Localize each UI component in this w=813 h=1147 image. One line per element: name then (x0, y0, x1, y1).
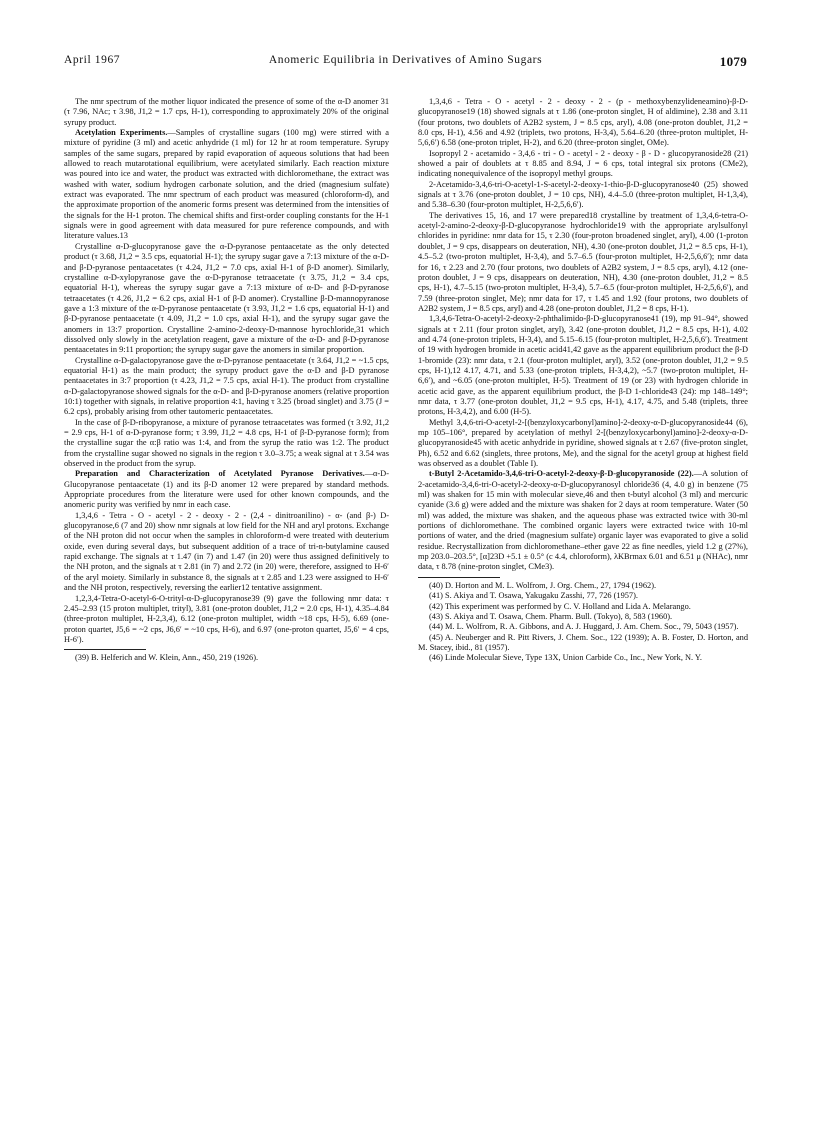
paragraph: The nmr spectrum of the mother liquor indicated the presence of some of the α-D anomer 31 (τ 7.96, NAc; τ 3.98, J1,2 = 1.7 cps, H-1), corresponding to approximately 20% of the original syrupy product. (64, 97, 389, 127)
section-heading: t-Butyl 2-Acetamido-3,4,6-tri-O-acetyl-2-deoxy-β-D-glucopyranoside (22). (429, 469, 694, 479)
preparation-section (64, 469, 389, 510)
section-heading: Acetylation Experiments. (75, 128, 168, 138)
paragraph: 1,3,4,6-Tetra-O-acetyl-2-deoxy-2-phthalimido-β-D-glucopyranose41 (19), mp 91–94°, showed signals at τ 2.11 (four proton singlet, aryl), 3.42 (one-proton doublet, J1,2 = 8.5 cps, H-1), 4.02 and 4.74 (one-proton triplets, H-3,4), and 5.15–6.15 (four-proton multiplet, H-2,5,6,6′). Treatment of 19 with hydrogen bromide in acetic acid41,42 gave as the apparent equilibrium product the β-D 1-bromide (23): nmr data, τ 2.1 (four-proton multiplet, aryl), 3.52 (one-proton doublet, J1,2 = 9.5 cps, H-1),12 4.17, 4.71, and 5.33 (one-proton triplets, H-3,4,2), ~5.7 (two-proton multiplet, H-6,6′), and ~6.05 (one-proton multiplet, H-5). Treatment of 19 (or 23) with hydrogen chloride in acetic acid gave, as the apparent equilibrium product, the β-D 1-chloride43 (24): mp 148–149°; nmr data, τ 3.77 (one-proton doublet, J1,2 = 9.5 cps, H-1), 4.17, 4.75, and 5.48 (triplets, three protons, H-3,4,2), and 6.00 (H-5). (418, 314, 748, 417)
acetylation-section (64, 128, 389, 242)
footnote-rule (418, 577, 500, 578)
paragraph: Crystalline α-D-galactopyranose gave the α-D-pyranose pentaacetate (τ 3.64, J1,2 = ~1.5 cps, equatorial H-1) as the main product; the syrupy product gave the α-D and β-D pyranose pentaacetates in 3:7 proportion (τ 4.23, J1,2 = 7.5 cps, axial H-1). The product from crystalline α-D-galactopyranose showed signals for the α-D- and β-D-pyranose anomers (relative proportion 10:1) together with signals, in relative proportion 4:1, having τ 3.25 (broad singlet) and 3.75 (J = 6.2 cps), probably arising from other tautomeric pentaacetates. (64, 355, 389, 417)
paragraph: Isopropyl 2 - acetamido - 3,4,6 - tri - O - acetyl - 2 - deoxy - β - D - glucopyranoside28 (21) showed a pair of doublets at τ 8.85 and 8.94, J = 6 cps, total integral six protons (CMe2), indicating nonequivalence of the isopropyl methyl groups. (418, 148, 748, 179)
page-number: 1079 (719, 54, 747, 69)
footnote: (45) A. Neuberger and R. Pitt Rivers, J. Chem. Soc., 122 (1939); A. B. Foster, D. Horton, and M. Stacey, ibid., 81 (1957). (418, 632, 748, 652)
section-text: —α-D-Glucopyranose pentaacetate (1) and its β-D anomer 12 were prepared by standard methods. Appropriate procedures from the literature were used for other known compounds, and the anomeric purity was verified by nmr in each case. (64, 469, 389, 510)
footnote: (39) B. Helferich and W. Klein, Ann., 450, 219 (1926). (75, 653, 259, 663)
paragraph: 1,2,3,4-Tetra-O-acetyl-6-O-trityl-α-D-glucopyranose39 (9) gave the following nmr data: τ 2.45–2.93 (15 proton multiplet, trityl), 3.81 (one-proton doublet, J1,2 = 2.0 cps, H-1), 4.35–4.84 (three-proton multiplet, H-2,3,4), 6.12 (one-proton multiplet, width ~18 cps, H-5), 6.69 (one-proton quartet, J5,6 = ~2 cps, J6,6′ = ~10 cps, H-6), and 6.97 (one-proton quartet, J5,6′ = 4 cps, H-6′). (64, 593, 389, 644)
paragraph: Crystalline α-D-glucopyranose gave the α-D-pyranose pentaacetate as the only detected product (τ 3.68, J1,2 = 3.5 cps, equatorial H-1); the syrupy sugar gave a 7:13 mixture of the α-D- and β-D-pyranose pentaacetates (τ 4.24, J1,2 = 7.0 cps, axial H-1 of β-D anomer). Similarly, crystalline α-D-xylopyranose gave the α-D-pyranose tetraacetate (τ 3.75, J1,2 = 3.4 cps, equatorial H-1), whereas the syrupy sugar gave a 7:13 mixture of α-D- and β-D-pyranose tetraacetates (τ 4.26, J1,2 = 6.2 cps, axial H-1 of β-D anomer). Crystalline β-D-mannopyranose gave a 1:3 mixture of the α-D-pyranose pentaacetate (τ 3.93, J1,2 = 1.6 cps, equatorial H-1) and β-D-pyranose pentaacetate (τ 4.09, J1,2 = 1.0 cps, axial H-1), and the syrupy sugar gave the anomers in 13:7 proportion. Crystalline 2-amino-2-deoxy-D-mannose hyrochloride,31 which dissolved only slowly in the acetylation reagent, gave a mixture of the α-D- and β-D-pyranose pentaacetates in 9:11 proportion; the syrupy sugar gave the anomers in similar proportion. (64, 241, 389, 355)
header-date: April 1967 (64, 54, 121, 66)
footnote-rule (64, 649, 146, 650)
footnote: (43) S. Akiya and T. Osawa, Chem. Pharm. Bull. (Tokyo), 8, 583 (1960). (429, 611, 673, 621)
footnote: (41) S. Akiya and T. Osawa, Yakugaku Zasshi, 77, 726 (1957). (429, 591, 638, 601)
paragraph: The derivatives 15, 16, and 17 were prepared18 crystalline by treatment of 1,3,4,6-tetra-O-acetyl-2-amino-2-deoxy-β-D-glucopyranose hydrochloride19 with the appropriate arylsulfonyl chlorides in pyridine: nmr data for 15, τ 2.30 (four-proton broadened singlet, aryl), 4.00 (1-proton doublet, J = 9 cps, disappears on deuteration, NH), 4.30 (one-proton doublet, J1,2 = 8.5 cps, H-1), 4.5–5.2 (two-proton multiplet, H-3,4), and 5.7–6.5 (four-proton multiplet, H-2,5,6,6′); nmr data for 16, τ 2.23 and 2.70 (four protons, two doublets of A2B2 system, J = 8.5 cps, aryl), 4.12 (one-proton doublet, J = 9 cps, disappears on deuteration, NH), 4.30 (one-proton doublet, J1,2 = 8.5 cps, H-1), 4.7–5.15 (two-proton multiplet, H-3,4), 5.7–6.5 (four-proton multiplet, H-2,5,6,6′), and 7.59 (three-proton singlet, Me); nmr data for 17, τ 1.45 and 1.92 (four protons, two doublets of A2B2 system, J = 8.5 cps, aryl) and 4.28 (one-proton doublet, J1,2 = 8 cps, H-1). (418, 210, 748, 313)
paragraph: Methyl 3,4,6-tri-O-acetyl-2-[(benzyloxycarbonyl)amino]-2-deoxy-α-D-glucopyranoside44 (6), mp 105–106°, prepared by acetylation of methyl 2-[(benzyloxycarbonyl)amino]-2-deoxy-α-D-glucopyranoside45 with acetic anhydride in pyridine, showed signals at τ 2.67 (five-proton singlet, Ph), 6.52 and 6.62 (singlets, three protons, Me), and the signal for the acetyl group at highest field was observed as a doublet (Table I). (418, 417, 748, 469)
header-title: Anomeric Equilibria in Derivatives of Amino Sugars (268, 54, 543, 66)
footnote: (46) Linde Molecular Sieve, Type 13X, Union Carbide Co., Inc., New York, N. Y. (429, 653, 702, 663)
tbutyl-section (418, 469, 748, 572)
paragraph: 2-Acetamido-3,4,6-tri-O-acetyl-1-S-acetyl-2-deoxy-1-thio-β-D-glucopyranose40 (25) showed signals at τ 3.76 (one-proton doublet, J = 10 cps, NH), 4.4–5.0 (three-proton multiplet, H-1,3,4), and 5.38–6.30 (four-proton multiplet, H-2,5,6,6′). (418, 179, 748, 210)
paragraph: 1,3,4,6 - Tetra - O - acetyl - 2 - deoxy - 2 - (p - methoxybenzylideneamino)-β-D-glucopyranose19 (18) showed signals at τ 1.86 (one-proton singlet, H of aldimine), 2.38 and 3.11 (four protons, two doublets of A2B2 system, J = 8.5 cps, aryl), 4.08 (one-proton doublet, J1,2 = 8.0 cps, H-1), 4.56 and 4.92 (triplets, two protons, H-3,4), 5.64–6.20 (three-proton multiplet, H-5,6,6′) 6.58 (one-proton triplet, H-2), and 6.20 (three-proton singlet, OMe). (418, 97, 748, 148)
paragraph: In the case of β-D-ribopyranose, a mixture of pyranose tetraacetates was formed (τ 3.92, J1,2 = 2.9 cps, H-1 of α-D-pyranose form; τ 3.99, J1,2 = 4.8 cps, H-1 of β-D-pyranose form); from the crystalline sugar the α:β ratio was 1:4, and from the syrup the ratio was 1:2. The product from the crystalline sugar showed no signals in the region τ 3.0–3.75; a weak signal at τ 3.54 was observed in the product from the syrup. (64, 417, 389, 469)
footnote: (44) M. L. Wolfrom, R. A. Gibbons, and A. J. Huggard, J. Am. Chem. Soc., 79, 5043 (1957). (429, 622, 739, 632)
running-header (64, 54, 747, 70)
left-column (64, 97, 389, 1087)
footnote: (42) This experiment was performed by C. V. Holland and Lida A. Melarango. (429, 601, 691, 611)
section-text: —Samples of crystalline sugars (100 mg) were stirred with a mixture of pyridine (3 ml) and acetic anhydride (1 ml) for 12 hr at room temperature. Syrupy samples of the same sugars, prepared by rapid evaporation of aqueous solutions that had been allowed to reach mutarotational equilibrium, were acetylated similarly. Each reaction mixture was poured into ice and water, the product was extracted with dichloromethane, the extract was washed with water, sodium hydrogen carbonate solution, and the dried (magnesium sulfate) extract was evaporated. The nmr spectrum of each product was measured (chloroform-d), and the approximate proportion of the anomeric forms present was determined from the intensities of the signals for the H-1 proton. The chemical shifts and first-order coupling constants for the H-1 signals were in good agreement with data measured for pure reference compounds, and with literature values.13 (64, 128, 389, 241)
section-heading: Preparation and Characterization of Acetylated Pyranose Derivatives. (75, 469, 365, 479)
paragraph: 1,3,4,6 - Tetra - O - acetyl - 2 - deoxy - 2 - (2,4 - dinitroanilino) - α- (and β-) D-glucopyranose,6 (7 and 20) show nmr signals at low field for the NH and aryl protons. Exchange of the NH proton did not occur when the samples in chloroform-d were treated with deuterium oxide, even during several days, but subsequent addition of a trace of tri-n-butylamine caused rapid exchange. The signals at τ 1.47 (in 7) and 1.47 (in 20) were thus assigned definitively to the NH proton, and the signals at τ 2.81 (in 7) and 2.72 (in 20) were, therefore, assigned to H-6′ of the aryl moiety. Similarly in substance 8, the signals at τ 2.85 and 1.23 were assigned to H-6′ and the NH proton, respectively, reversing the earlier12 tentative assignment. (64, 510, 389, 593)
right-column (418, 97, 748, 1107)
section-text: —A solution of 2-acetamido-3,4,6-tri-O-acetyl-2-deoxy-α-D-glucopyranosyl chloride36 (4, 4.0 g) in benzene (75 ml) was shaken for 15 min with molecular sieve,46 and then t-butyl alcohol (3 ml) and mercuric cyanide (3.6 g) were added and the mixture was shaken for 2 days at room temperature. Water (50 ml) was added, the mixture was shaken, and the aqueous phase was extracted twice with 30-ml portions of dichloromethane. The combined organic layers were extracted twice with 10-ml portions of water, and the dried (magnesium sulfate) organic layer was evaporated to give a solid residue. Recrystallization from dichloromethane–ether gave 22 as fine needles, yield 1.2 g (27%), mp 203.0–203.5°, [α]23D +5.1 ± 0.5° (c 4.4, chloroform), λKBrmax 6.01 and 6.51 μ (NHAc), nmr data, τ 8.78 (nine-proton singlet, CMe3). (418, 469, 748, 572)
footnote: (40) D. Horton and M. L. Wolfrom, J. Org. Chem., 27, 1794 (1962). (429, 580, 657, 590)
